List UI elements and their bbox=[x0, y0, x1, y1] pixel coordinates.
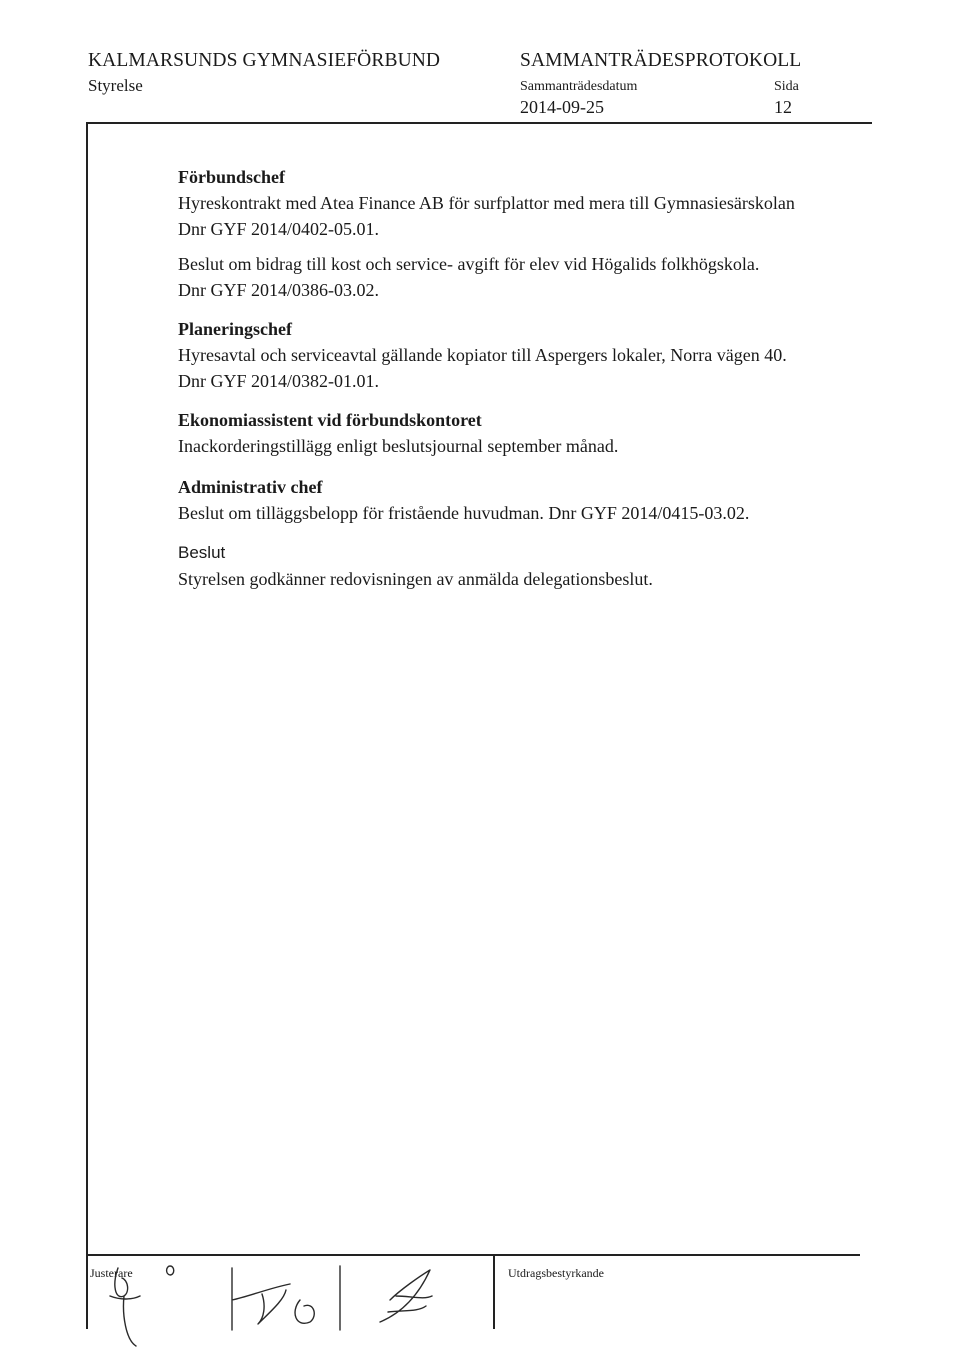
section-line: Hyresavtal och serviceavtal gällande kopiator till Aspergers lokaler, Norra vägen 40. bbox=[178, 345, 787, 365]
section-heading: Planeringschef bbox=[178, 319, 292, 339]
adjusters-label: Justerare bbox=[90, 1266, 133, 1280]
section-line: Beslut om tilläggsbelopp för fristående huvudman. Dnr GYF 2014/0415-03.02. bbox=[178, 503, 750, 523]
meeting-date-label: Sammanträdesdatum bbox=[520, 79, 638, 94]
document-type: SAMMANTRÄDESPROTOKOLL bbox=[520, 50, 802, 71]
signature-3 bbox=[380, 1270, 432, 1322]
page-number: 12 bbox=[774, 97, 792, 117]
section-line: Dnr GYF 2014/0386-03.02. bbox=[178, 280, 379, 300]
signature-initials-1 bbox=[110, 1268, 140, 1346]
board-name: Styrelse bbox=[88, 76, 143, 95]
section-heading: Förbundschef bbox=[178, 167, 286, 187]
section-line: Hyreskontrakt med Atea Finance AB för surfplattor med mera till Gymnasiesärskolan bbox=[178, 193, 795, 213]
section-heading: Administrativ chef bbox=[178, 477, 323, 497]
section-heading: Ekonomiassistent vid förbundskontoret bbox=[178, 410, 482, 430]
section-line: Dnr GYF 2014/0402-05.01. bbox=[178, 219, 379, 239]
section-heading: Beslut bbox=[178, 543, 226, 562]
organization-name: KALMARSUNDS GYMNASIEFÖRBUND bbox=[88, 50, 441, 71]
meeting-date: 2014-09-25 bbox=[520, 97, 604, 117]
signature-mark-o bbox=[167, 1266, 174, 1275]
section-line: Beslut om bidrag till kost och service- avgift för elev vid Högalids folkhögskola. bbox=[178, 254, 760, 274]
section-line: Inackorderingstillägg enligt beslutsjournal september månad. bbox=[178, 436, 619, 456]
page-label: Sida bbox=[774, 79, 799, 94]
section-line: Dnr GYF 2014/0382-01.01. bbox=[178, 371, 379, 391]
section-line: Styrelsen godkänner redovisningen av anmälda delegationsbeslut. bbox=[178, 569, 653, 589]
signature-initials-2 bbox=[232, 1266, 340, 1330]
extract-certification-label: Utdragsbestyrkande bbox=[508, 1266, 604, 1280]
